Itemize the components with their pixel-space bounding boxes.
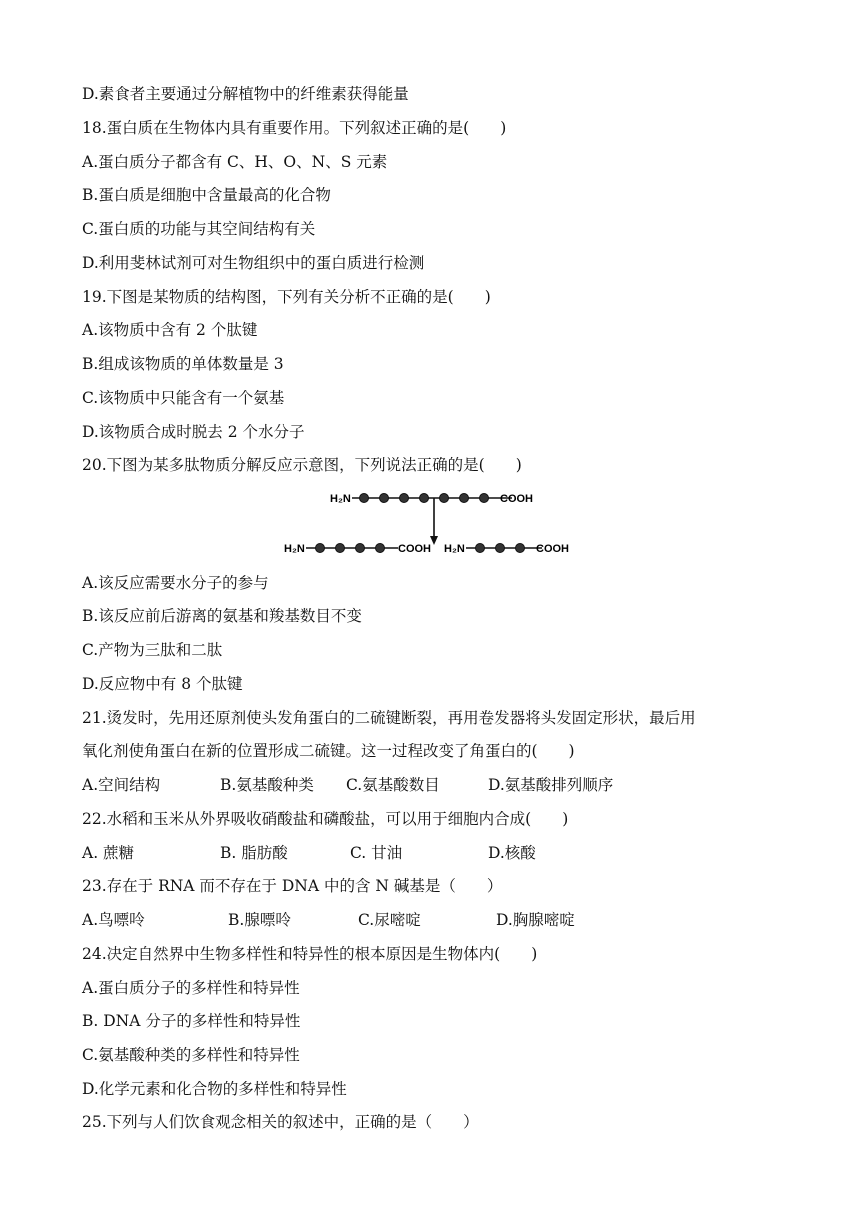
q22-option-b: B. 脂肪酸: [220, 844, 288, 862]
q24-option-c: C.氨基酸种类的多样性和特异性: [82, 1046, 300, 1064]
left-product-n-terminus: H₂N: [284, 543, 305, 555]
q22-option-c: C. 甘油: [350, 844, 403, 862]
right-residue-3: [516, 544, 525, 553]
q21-option-b: B.氨基酸种类: [220, 776, 314, 794]
reaction-arrow-head: [430, 536, 438, 545]
residue-2: [380, 494, 389, 503]
q20-option-b: B.该反应前后游离的氨基和羧基数目不变: [82, 607, 362, 625]
left-residue-2: [336, 544, 345, 553]
q21-stem-line-1: 21.烫发时，先用还原剂使头发角蛋白的二硫键断裂，再用卷发器将头发固定形状，最后用: [82, 709, 696, 727]
top-chain-n-terminus: H₂N: [330, 493, 351, 505]
q19-option-b: B.组成该物质的单体数量是 3: [82, 355, 284, 373]
residue-3: [400, 494, 409, 503]
q20-option-d: D.反应物中有 8 个肽键: [82, 675, 243, 693]
q20-stem: 20.下图为某多肽物质分解反应示意图，下列说法正确的是( ): [82, 456, 522, 474]
top-chain-c-terminus: COOH: [500, 493, 533, 505]
q24-stem: 24.决定自然界中生物多样性和特异性的根本原因是生物体内( ): [82, 945, 538, 963]
q19-option-d: D.该物质合成时脱去 2 个水分子: [82, 423, 305, 441]
q19-option-c: C.该物质中只能含有一个氨基: [82, 389, 285, 407]
q17-option-d: D.素食者主要通过分解植物中的纤维素获得能量: [82, 85, 409, 103]
q18-option-d: D.利用斐林试剂可对生物组织中的蛋白质进行检测: [82, 254, 425, 272]
q20-option-c: C.产物为三肽和二肽: [82, 641, 223, 659]
residue-5: [440, 494, 449, 503]
q18-option-b: B.蛋白质是细胞中含量最高的化合物: [82, 186, 331, 204]
q22-option-d: D.核酸: [488, 844, 536, 862]
right-residue-2: [496, 544, 505, 553]
q20-option-a: A.该反应需要水分子的参与: [82, 574, 269, 592]
q19-option-a: A.该物质中含有 2 个肽键: [82, 321, 258, 339]
residue-4: [420, 494, 429, 503]
q22-option-a: A. 蔗糖: [82, 844, 135, 862]
q24-option-d: D.化学元素和化合物的多样性和特异性: [82, 1080, 347, 1098]
residue-6: [460, 494, 469, 503]
q22-stem: 22.水稻和玉米从外界吸收硝酸盐和磷酸盐，可以用于细胞内合成( ): [82, 810, 569, 828]
q23-option-c: C.尿嘧啶: [358, 911, 421, 929]
left-residue-3: [356, 544, 365, 553]
q21-stem-line-2: 氧化剂使角蛋白在新的位置形成二硫键。这一过程改变了角蛋白的( ): [82, 742, 575, 760]
right-product-c-terminus: COOH: [536, 543, 569, 555]
right-residue-1: [476, 544, 485, 553]
q23-option-a: A.鸟嘌呤: [82, 911, 145, 929]
left-residue-4: [376, 544, 385, 553]
q21-option-a: A.空间结构: [82, 776, 161, 794]
left-residue-1: [316, 544, 325, 553]
q19-stem: 19.下图是某物质的结构图，下列有关分析不正确的是( ): [82, 288, 491, 306]
q23-option-b: B.腺嘌呤: [228, 911, 291, 929]
right-product-n-terminus: H₂N: [444, 543, 465, 555]
left-product-c-terminus: COOH: [398, 543, 431, 555]
residue-1: [360, 494, 369, 503]
q24-option-a: A.蛋白质分子的多样性和特异性: [82, 979, 300, 997]
peptide-hydrolysis-diagram: [280, 486, 580, 562]
q23-option-d: D.胸腺嘧啶: [496, 911, 575, 929]
q18-stem: 18.蛋白质在生物体内具有重要作用。下列叙述正确的是( ): [82, 119, 507, 137]
q23-stem: 23.存在于 RNA 而不存在于 DNA 中的含 N 碱基是（ ）: [82, 877, 503, 895]
q18-option-c: C.蛋白质的功能与其空间结构有关: [82, 220, 316, 238]
q24-option-b: B. DNA 分子的多样性和特异性: [82, 1012, 301, 1030]
residue-7: [480, 494, 489, 503]
q21-option-d: D.氨基酸排列顺序: [488, 776, 614, 794]
q21-option-c: C.氨基酸数目: [346, 776, 440, 794]
q25-stem: 25.下列与人们饮食观念相关的叙述中，正确的是（ ）: [82, 1113, 479, 1131]
q18-option-a: A.蛋白质分子都含有 C、H、O、N、S 元素: [82, 153, 388, 171]
